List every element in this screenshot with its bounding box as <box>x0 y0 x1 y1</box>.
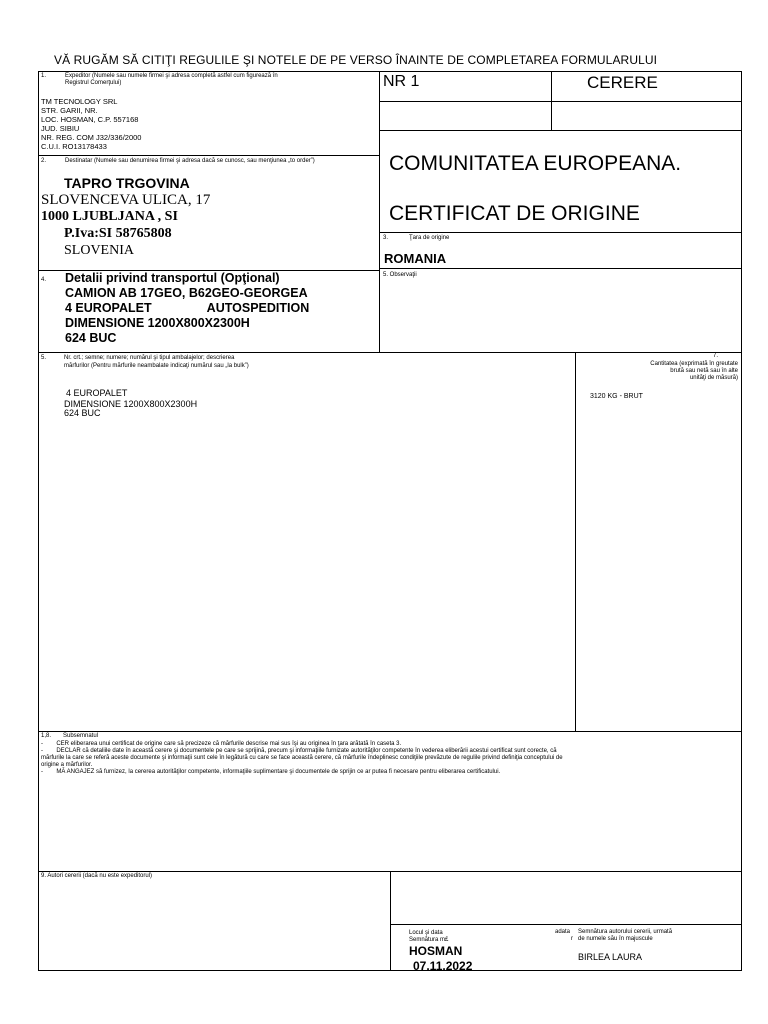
nr-number: NR 1 <box>383 73 420 90</box>
exporter-line: TM TECNOLOGY SRL <box>41 97 118 106</box>
goods-line: 624 BUC <box>64 408 101 418</box>
sig-label-line1: Semnătura autorului cererii, urmată <box>578 929 673 935</box>
exporter-line: C.U.I. RO13178433 <box>41 142 107 151</box>
exporter-line: JUD. SIBIU <box>41 124 80 133</box>
box6-bottom <box>38 731 741 732</box>
box7-label-line2: brută sau netă sau în alte <box>670 368 738 374</box>
box9-divider <box>390 871 391 970</box>
box7-label-line3: unităţi de măsură) <box>689 375 738 381</box>
date-value: 07.11.2022 <box>413 959 473 973</box>
nr-row-line <box>379 101 741 102</box>
consignee-vat: P.Iva:SI 58765808 <box>64 226 172 241</box>
box1-number: 1. <box>41 73 47 79</box>
box3-bottom <box>379 268 741 269</box>
consignee-country: SLOVENIA <box>64 243 134 258</box>
place-label-line2: Semnătura m£ <box>409 937 449 943</box>
box8-number: 1,8. <box>41 733 52 739</box>
declaration-line: origine a mărfurilor. <box>41 762 93 768</box>
consignee-city: 1000 LJUBLJANA , SI <box>41 209 178 224</box>
box1-bottom <box>38 155 379 156</box>
goods-line: DIMENSIONE 1200X800X2300H <box>64 399 198 409</box>
box7-number: 7. <box>713 353 719 359</box>
goods-line: 4 EUROPALET <box>66 388 128 398</box>
frame-left <box>38 71 39 971</box>
column-divider <box>379 71 380 353</box>
sig-label-prefix1: adata <box>555 929 571 935</box>
box1-label-line1: Expeditor (Numele sau numele firmei şi adresa completă astfel cum figurează în <box>65 73 278 79</box>
box3-number: 3. <box>383 235 389 241</box>
transport-line: 624 BUC <box>65 331 117 345</box>
exporter-line: STR. GARII, NR. <box>41 106 98 115</box>
nr-bottom-line <box>379 130 741 131</box>
signer-name: BIRLEA LAURA <box>578 952 643 962</box>
quantity-value: 3120 KG - BRUT <box>590 393 643 400</box>
sig-label-prefix2: r <box>571 936 573 942</box>
goods-divider <box>575 352 576 731</box>
community-title: COMUNITATEA EUROPEANA. <box>389 152 682 175</box>
box2-number: 2. <box>41 158 47 164</box>
box7-label-line1: Cantitatea (exprimată în greutate <box>650 361 738 367</box>
box1-label-line2: Registrul Comerţului) <box>65 80 122 86</box>
place-value: HOSMAN <box>409 944 463 958</box>
transport-line: DIMENSIONE 1200X800X2300H <box>65 316 250 330</box>
place-label-line1: Locul şi data <box>409 930 443 936</box>
box3-label: Ţara de origine <box>409 235 450 241</box>
box8-title: Subsemnatul <box>63 733 99 739</box>
box9-label: 9. Autori cererii (dacă nu este expeditorul) <box>41 873 153 879</box>
box4-bottom <box>38 352 741 353</box>
box5-label: 5. Observaţii <box>383 272 417 278</box>
box6-label-line1: Nr. crt.; semne; numere; numărul şi tipul ambalajelor; descrierea <box>64 355 235 361</box>
sig-label-line2: de numele său în majuscule <box>578 936 653 942</box>
transport-line: CAMION AB 17GEO, B62GEO-GEORGEA <box>65 286 308 300</box>
cerere-title: CERERE <box>587 73 658 92</box>
box3-top <box>379 232 741 233</box>
box6-label-line2: mărfurilor (Pentru mărfurile neambalate indicaţi numărul sau „la bulk”) <box>64 363 249 369</box>
consignee-company: TAPRO TRGOVINA <box>64 175 190 191</box>
declaration-line: mărfurile la care se referă aceste documente şi informaţii sunt cele în legătură cu care se face această cerere, că mărfurile îndeplinesc condiţiile prevăzute de regulile privind definiţia conceptului de <box>41 755 563 761</box>
frame-right <box>741 71 742 971</box>
frame-top <box>38 71 741 72</box>
transport-title: Detalii privind transportul (Opţional) <box>65 271 280 285</box>
frame-bottom <box>38 970 741 971</box>
box2-label: Destinatar (Numele sau denumirea firmei şi adresa dacă se cunosc, sau menţiunea „to order”) <box>65 158 315 164</box>
declaration-line: - MĂ ANGAJEZ să furnizez, la cererea autorităţilor competente, informaţiile suplimentare şi documentele de sprijin ce ar putea fi necesare pentru eliberarea certificatului. <box>41 769 501 775</box>
transport-line: 4 EUROPALET AUTOSPEDITION <box>65 301 310 315</box>
exporter-line: NR. REG. COM J32/336/2000 <box>41 133 142 142</box>
certificate-title: CERTIFICAT DE ORIGINE <box>389 202 640 225</box>
header-note: VĂ RUGĂM SĂ CITIŢI REGULILE ŞI NOTELE DE PE VERSO ÎNAINTE DE COMPLETAREA FORMULARULUI <box>54 53 658 67</box>
box4-number: 4. <box>41 277 47 283</box>
exporter-line: LOC. HOSMAN, C.P. 557168 <box>41 115 139 124</box>
box6-number: 5. <box>41 355 47 361</box>
date-underline <box>409 970 550 971</box>
declaration-line: - CER eliberarea unui certificat de origine care să precizeze că mărfurile descrise mai sus îşi au originea în ţara arătată în caseta 3. <box>41 741 402 747</box>
signature-top-line <box>390 924 741 925</box>
consignee-street: SLOVENCEVA ULICA, 17 <box>41 192 211 208</box>
origin-country: ROMANIA <box>384 251 447 266</box>
declaration-line: - DECLAR că detaliile date în această cerere şi documentele pe care se sprijină, precum şi informaţiile furnizate autorităţilor competente în vederea eliberării acestui certificat sunt corecte, că <box>41 748 557 754</box>
